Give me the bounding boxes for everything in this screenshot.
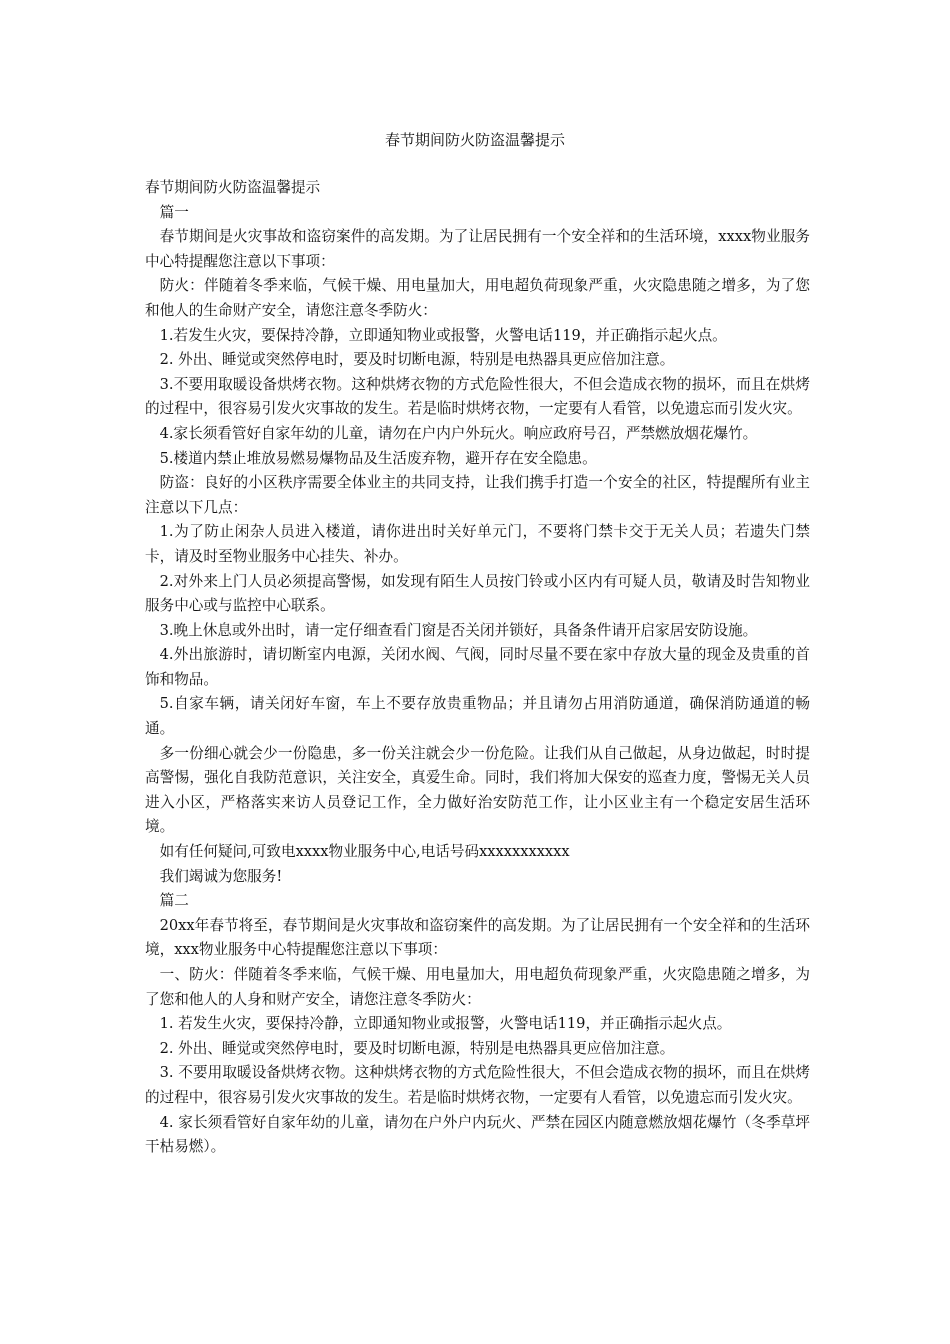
paragraph: 春节期间防火防盗温馨提示 — [145, 179, 321, 196]
paragraph: 2.对外来上门人员必须提高警惕，如发现有陌生人员按门铃或小区内有可疑人员，敬请及时告知物业服务中心或与监控中心联系。 — [145, 572, 810, 615]
paragraph: 如有任何疑问,可致电xxxx物业服务中心,电话号码xxxxxxxxxxx — [159, 843, 570, 861]
document-body — [145, 176, 810, 1160]
paragraph: 我们竭诚为您服务! — [159, 867, 283, 885]
paragraph: 1. 若发生火灾，要保持冷静，立即通知物业或报警，火警电话119，并正确指示起火点。 — [159, 1015, 732, 1033]
paragraph: 1.为了防止闲杂人员进入楼道，请你进出时关好单元门，不要将门禁卡交于无关人员；若遗失门禁卡，请及时至物业服务中心挂失、补办。 — [145, 523, 810, 565]
paragraph: 3.不要用取暖设备烘烤衣物。这种烘烤衣物的方式危险性很大，不但会造成衣物的损坏，而且在烘烤的过程中，很容易引发火灾事故的发生。若是临时烘烤衣物，一定要有人看管，以免遗忘而引发火灾。 — [145, 375, 810, 418]
paragraph: 1.若发生火灾，要保持冷静，立即通知物业或报警，火警电话119，并正确指示起火点。 — [159, 326, 727, 344]
paragraph: 一、防火：伴随着冬季来临，气候干燥、用电量加大，用电超负荷现象严重，火灾隐患随之增多，为了您和他人的人身和财产安全，请您注意冬季防火： — [145, 966, 810, 1008]
paragraph: 防盗：良好的小区秩序需要全体业主的共同支持，让我们携手打造一个安全的社区，特提醒所有业主注意以下几点： — [145, 474, 810, 516]
paragraph: 篇二 — [159, 892, 189, 910]
paragraph: 4.家长须看管好自家年幼的儿童，请勿在户内户外玩火。响应政府号召，严禁燃放烟花爆竹。 — [159, 424, 758, 442]
paragraph: 20xx年春节将至，春节期间是火灾事故和盗窃案件的高发期。为了让居民拥有一个安全祥和的生活环境，xxx物业服务中心特提醒您注意以下事项： — [145, 916, 810, 959]
paragraph: 篇一 — [159, 203, 189, 221]
paragraph: 5.楼道内禁止堆放易燃易爆物品及生活废弃物，避开存在安全隐患。 — [159, 449, 597, 467]
paragraph: 5.自家车辆，请关闭好车窗，车上不要存放贵重物品；并且请勿占用消防通道，确保消防通道的畅通。 — [145, 695, 810, 738]
paragraph: 防火：伴随着冬季来临，气候干燥、用电量加大，用电超负荷现象严重，火灾隐患随之增多，为了您和他人的生命财产安全，请您注意冬季防火： — [145, 277, 810, 319]
paragraph: 3.晚上休息或外出时，请一定仔细查看门窗是否关闭并锁好，具备条件请开启家居安防设施。 — [159, 621, 758, 639]
document-title: 春节期间防火防盗温馨提示 — [384, 131, 565, 149]
paragraph: 2. 外出、睡觉或突然停电时，要及时切断电源，特别是电热器具更应倍加注意。 — [159, 351, 675, 369]
paragraph: 多一份细心就会少一份隐患，多一份关注就会少一份危险。让我们从自己做起，从身边做起，时时提高警惕，强化自我防范意识，关注安全，真爱生命。同时，我们将加大保安的巡查力度，警惕无关人员进入小区，严格落实来访人员登记工作，全力做好治安防范工作，让小区业主有一个稳定安居生活环境。 — [145, 744, 810, 836]
paragraph: 2. 外出、睡觉或突然停电时，要及时切断电源，特别是电热器具更应倍加注意。 — [159, 1039, 675, 1057]
paragraph: 春节期间是火灾事故和盗窃案件的高发期。为了让居民拥有一个安全祥和的生活环境，xxxx物业服务中心特提醒您注意以下事项： — [145, 228, 810, 270]
paragraph: 4. 家长须看管好自家年幼的儿童，请勿在户外户内玩火、严禁在园区内随意燃放烟花爆竹（冬季草坪干枯易燃）。 — [145, 1113, 810, 1156]
paragraph: 4.外出旅游时，请切断室内电源，关闭水阀、气阀，同时尽量不要在家中存放大量的现金及贵重的首饰和物品。 — [145, 646, 810, 688]
paragraph: 3. 不要用取暖设备烘烤衣物。这种烘烤衣物的方式危险性很大，不但会造成衣物的损坏，而且在烘烤的过程中，很容易引发火灾事故的发生。若是临时烘烤衣物，一定要有人看管，以免遗忘而引发火灾。 — [145, 1064, 810, 1106]
